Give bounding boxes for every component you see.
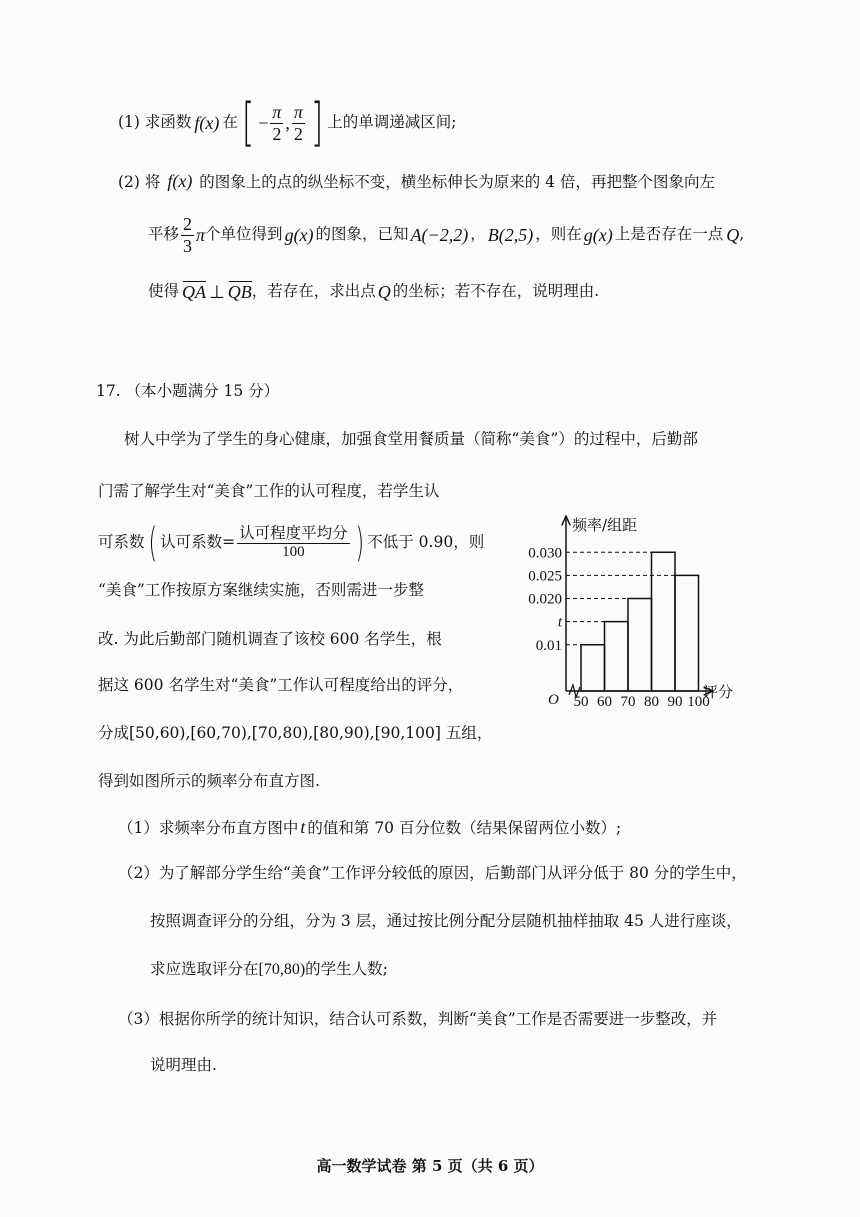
q17-line6: 据这 600 名学生对“美食”工作认可程度给出的评分， <box>98 676 464 694</box>
y-tick-label: 0.020 <box>528 591 562 608</box>
vector-qb: QB <box>227 282 252 302</box>
y-axis-label: 频率/组距 <box>572 516 638 534</box>
x-axis-label: 评分 <box>703 683 734 701</box>
left-bracket: [ <box>241 93 255 153</box>
q17-sub2-a: （2）为了解部分学生给“美食”工作评分较低的原因，后勤部门从评分低于 80 分的学生中， <box>118 864 747 882</box>
x-tick-label: 70 <box>620 694 636 710</box>
q17-sub2-c: 求应选取评分在[70,80)的学生人数; <box>150 960 388 978</box>
x-tick-label: 90 <box>667 694 683 710</box>
point-b: B(2,5) <box>487 225 534 245</box>
q17-line4: “美食”工作按原方案继续实施，否则需进一步整 <box>98 581 424 599</box>
coefficient-fraction: $\frac{\text{认可程度平均分}}{100}$ <box>239 523 348 560</box>
neg-pi-half: $\frac{\pi}{2}$ <box>272 101 282 144</box>
q17-header: 17. （本小题满分 15 分） <box>96 382 280 400</box>
x-tick-label: 80 <box>644 694 659 710</box>
q16-part2-line1: (2) 将 f(x) 的图象上的点的纵坐标不变，横坐标伸长为原来的 4 倍，再把整个图象向左 <box>118 171 715 191</box>
q17-sub1: （1）求频率分布直方图中 t 的值和第 70 百分位数（结果保留两位小数）; <box>118 817 622 837</box>
q17-sub2-b: 按照调查评分的分组，分为 3 层，通过按比例分配分层随机抽样抽取 45 人进行座谈， <box>150 912 742 930</box>
histogram-bar <box>675 575 699 691</box>
q17-line5: 改. 为此后勤部门随机调查了该校 600 名学生，根 <box>98 630 442 648</box>
q16-p1-in: 在 <box>222 113 238 132</box>
page-footer: 高一数学试卷 第 5 页（共 6 页） <box>316 1157 544 1175</box>
minus-sign: − <box>258 113 269 133</box>
y-tick-label: 0.030 <box>528 545 562 562</box>
pi-half: $\frac{\pi}{2}$ <box>293 101 303 144</box>
q17-line3: 可系数 ( 认可系数= $\frac{\text{认可程度平均分}}{100}$ ) 不低于 0.90，则 <box>98 520 485 566</box>
histogram-bar <box>652 552 676 691</box>
vector-qa: QA <box>182 282 207 302</box>
q17-sub3-a: （3）根据你所学的统计知识，结合认可系数，判断“美食”工作是否需要进一步整改，并 <box>118 1010 718 1028</box>
q16-part2-line3: 使得 QA ⊥ QB ，若存在，求出点 Q 的坐标；若不存在，说明理由. <box>148 282 600 302</box>
y-tick-label: 0.025 <box>528 568 562 585</box>
histogram-bar <box>605 622 629 691</box>
q16-part1: (1) 求函数 f(x) 在 [ − $\frac{\pi}{2}$ , $\frac{\pi}{2}$ ] 上的单调递减区间; <box>118 93 457 153</box>
origin-label: O <box>548 692 559 708</box>
q17-line8: 得到如图所示的频率分布直方图. <box>98 772 320 790</box>
right-bracket: ] <box>310 93 324 153</box>
x-tick-label: 50 <box>573 694 589 710</box>
q17-line2: 门需了解学生对“美食”工作的认可程度，若学生认 <box>98 482 440 500</box>
x-tick-label: 60 <box>597 694 612 710</box>
q16-part2-line2: 平移 $\frac{2}{3}$ π 个单位得到 g(x) 的图象，已知 A(−2,2) ， B(2,5) ，则在 g(x) 上是否存在一点 Q , <box>148 213 745 256</box>
y-tick-label: 0.01 <box>535 637 562 654</box>
q17-line1: 树人中学为了学生的身心健康，加强食堂用餐质量（简称“美食”）的过程中，后勤部 <box>124 430 698 448</box>
q17-line7: 分成[50,60),[60,70),[70,80),[80,90),[90,100] 五组， <box>98 724 493 742</box>
q16-p1-label: (1) 求函数 <box>118 113 192 132</box>
q16-p1-fx: f(x) <box>194 113 220 133</box>
frequency-histogram <box>515 510 765 710</box>
histogram-bar <box>628 599 652 692</box>
x-tick-label: 100 <box>687 694 710 710</box>
q17-sub3-b: 说明理由. <box>150 1056 217 1074</box>
y-tick-label: t <box>557 614 562 631</box>
histogram-bar <box>581 645 605 691</box>
two-thirds: $\frac{2}{3}$ <box>183 213 193 256</box>
q16-p1-tail: 上的单调递减区间; <box>327 113 457 132</box>
point-a: A(−2,2) <box>410 225 469 245</box>
